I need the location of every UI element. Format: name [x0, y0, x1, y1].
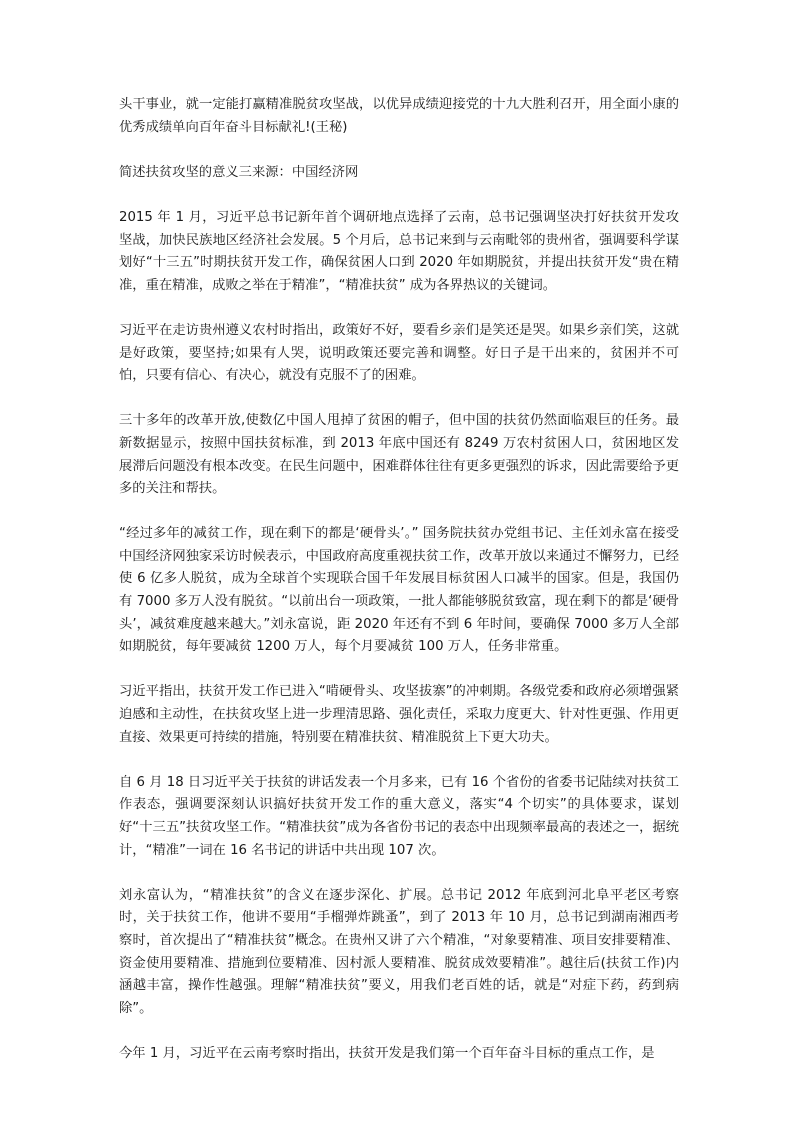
paragraph-2: 简述扶贫攻坚的意义三来源：中国经济网 [119, 164, 359, 180]
document-body [119, 94, 679, 1088]
paragraph-5: 三十多年的改革开放,使数亿中国人甩掉了贫困的帽子，但中国的扶贫仍然面临艰巨的任务。最新数据显示，按照中国扶贫标准，到 2013 年底中国还有 8249 万农村贫困人口，贫困地区发展滞后问题没有根本改变。在民生问题中，困难群体往往有更多更强烈的诉求，因此需要给予更多的关注和帮扶。 [119, 413, 679, 497]
paragraph-8: 自 6 月 18 日习近平关于扶贫的讲话发表一个月多来，已有 16 个省份的省委书记陆续对扶贫工作表态，强调要深刻认识搞好扶贫开发工作的重大意义，落实“4 个切实”的具体要求，谋划好“十三五”扶贫攻坚工作。“精准扶贫”成为各省份书记的表态中出现频率最高的表述之一，据统计，“精准”一词在 16 名书记的讲话中共出现 107 次。 [119, 774, 679, 858]
paragraph-10: 今年 1 月，习近平在云南考察时指出，扶贫开发是我们第一个百年奋斗目标的重点工作，是 [119, 1045, 655, 1061]
paragraph-3: 2015 年 1 月，习近平总书记新年首个调研地点选择了云南，总书记强调坚决打好扶贫开发攻坚战，加快民族地区经济社会发展。5 个月后，总书记来到与云南毗邻的贵州省，强调要科学谋划好“十三五”时期扶贫开发工作，确保贫困人口到 2020 年如期脱贫，并提出扶贫开发“贵在精准，重在精准，成败之举在于精准”，“精准扶贫” 成为各界热议的关键词。 [119, 209, 679, 293]
paragraph-1: 头干事业，就一定能打赢精准脱贫攻坚战，以优异成绩迎接党的十九大胜利召开，用全面小康的优秀成绩单向百年奋斗目标献礼!(王秘) [119, 97, 679, 135]
paragraph-4: 习近平在走访贵州遵义农村时指出，政策好不好，要看乡亲们是笑还是哭。如果乡亲们笑，这就是好政策，要坚持;如果有人哭，说明政策还要完善和调整。好日子是干出来的，贫困并不可怕，只要有信心、有决心，就没有克服不了的困难。 [119, 322, 679, 384]
paragraph-7: 习近平指出，扶贫开发工作已进入“啃硬骨头、攻坚拔寨”的冲刺期。各级党委和政府必须增强紧迫感和主动性，在扶贫攻坚上进一步理清思路、强化责任，采取力度更大、针对性更强、作用更直接、效果更可持续的措施，特别要在精准扶贫、精准脱贫上下更大功夫。 [119, 684, 679, 745]
paragraph-9: 刘永富认为，“精准扶贫”的含义在逐步深化、扩展。总书记 2012 年底到河北阜平老区考察时，关于扶贫工作，他讲不要用“手榴弹炸跳蚤”，到了 2013 年 10 月，总书记到湖南湘西考察时，首次提出了“精准扶贫”概念。在贵州又讲了六个精准，“对象要精准、项目安排要精准、资金使用要精准、措施到位要精准、因村派人要精准、脱贫成效要精准”。越往后(扶贫工作)内涵越丰富，操作性越强。理解“精准扶贫”要义，用我们老百姓的话，就是“对症下药，药到病除”。 [119, 887, 679, 1016]
paragraph-6: “经过多年的减贫工作，现在剩下的都是‘硬骨头’。” 国务院扶贫办党组书记、主任刘永富在接受中国经济网独家采访时候表示，中国政府高度重视扶贫工作，改革开放以来通过不懈努力，已经使 6 亿多人脱贫，成为全球首个实现联合国千年发展目标贫困人口减半的国家。但是，我国仍有 7000 多万人没有脱贫。“以前出台一项政策，一批人都能够脱贫致富，现在剩下的都是‘硬骨头’，减贫难度越来越大。”刘永富说，距 2020 年还有不到 6 年时间，要确保 7000 多万人全部如期脱贫，每年要减贫 1200 万人，每个月要减贫 100 万人，任务非常重。 [119, 526, 679, 655]
